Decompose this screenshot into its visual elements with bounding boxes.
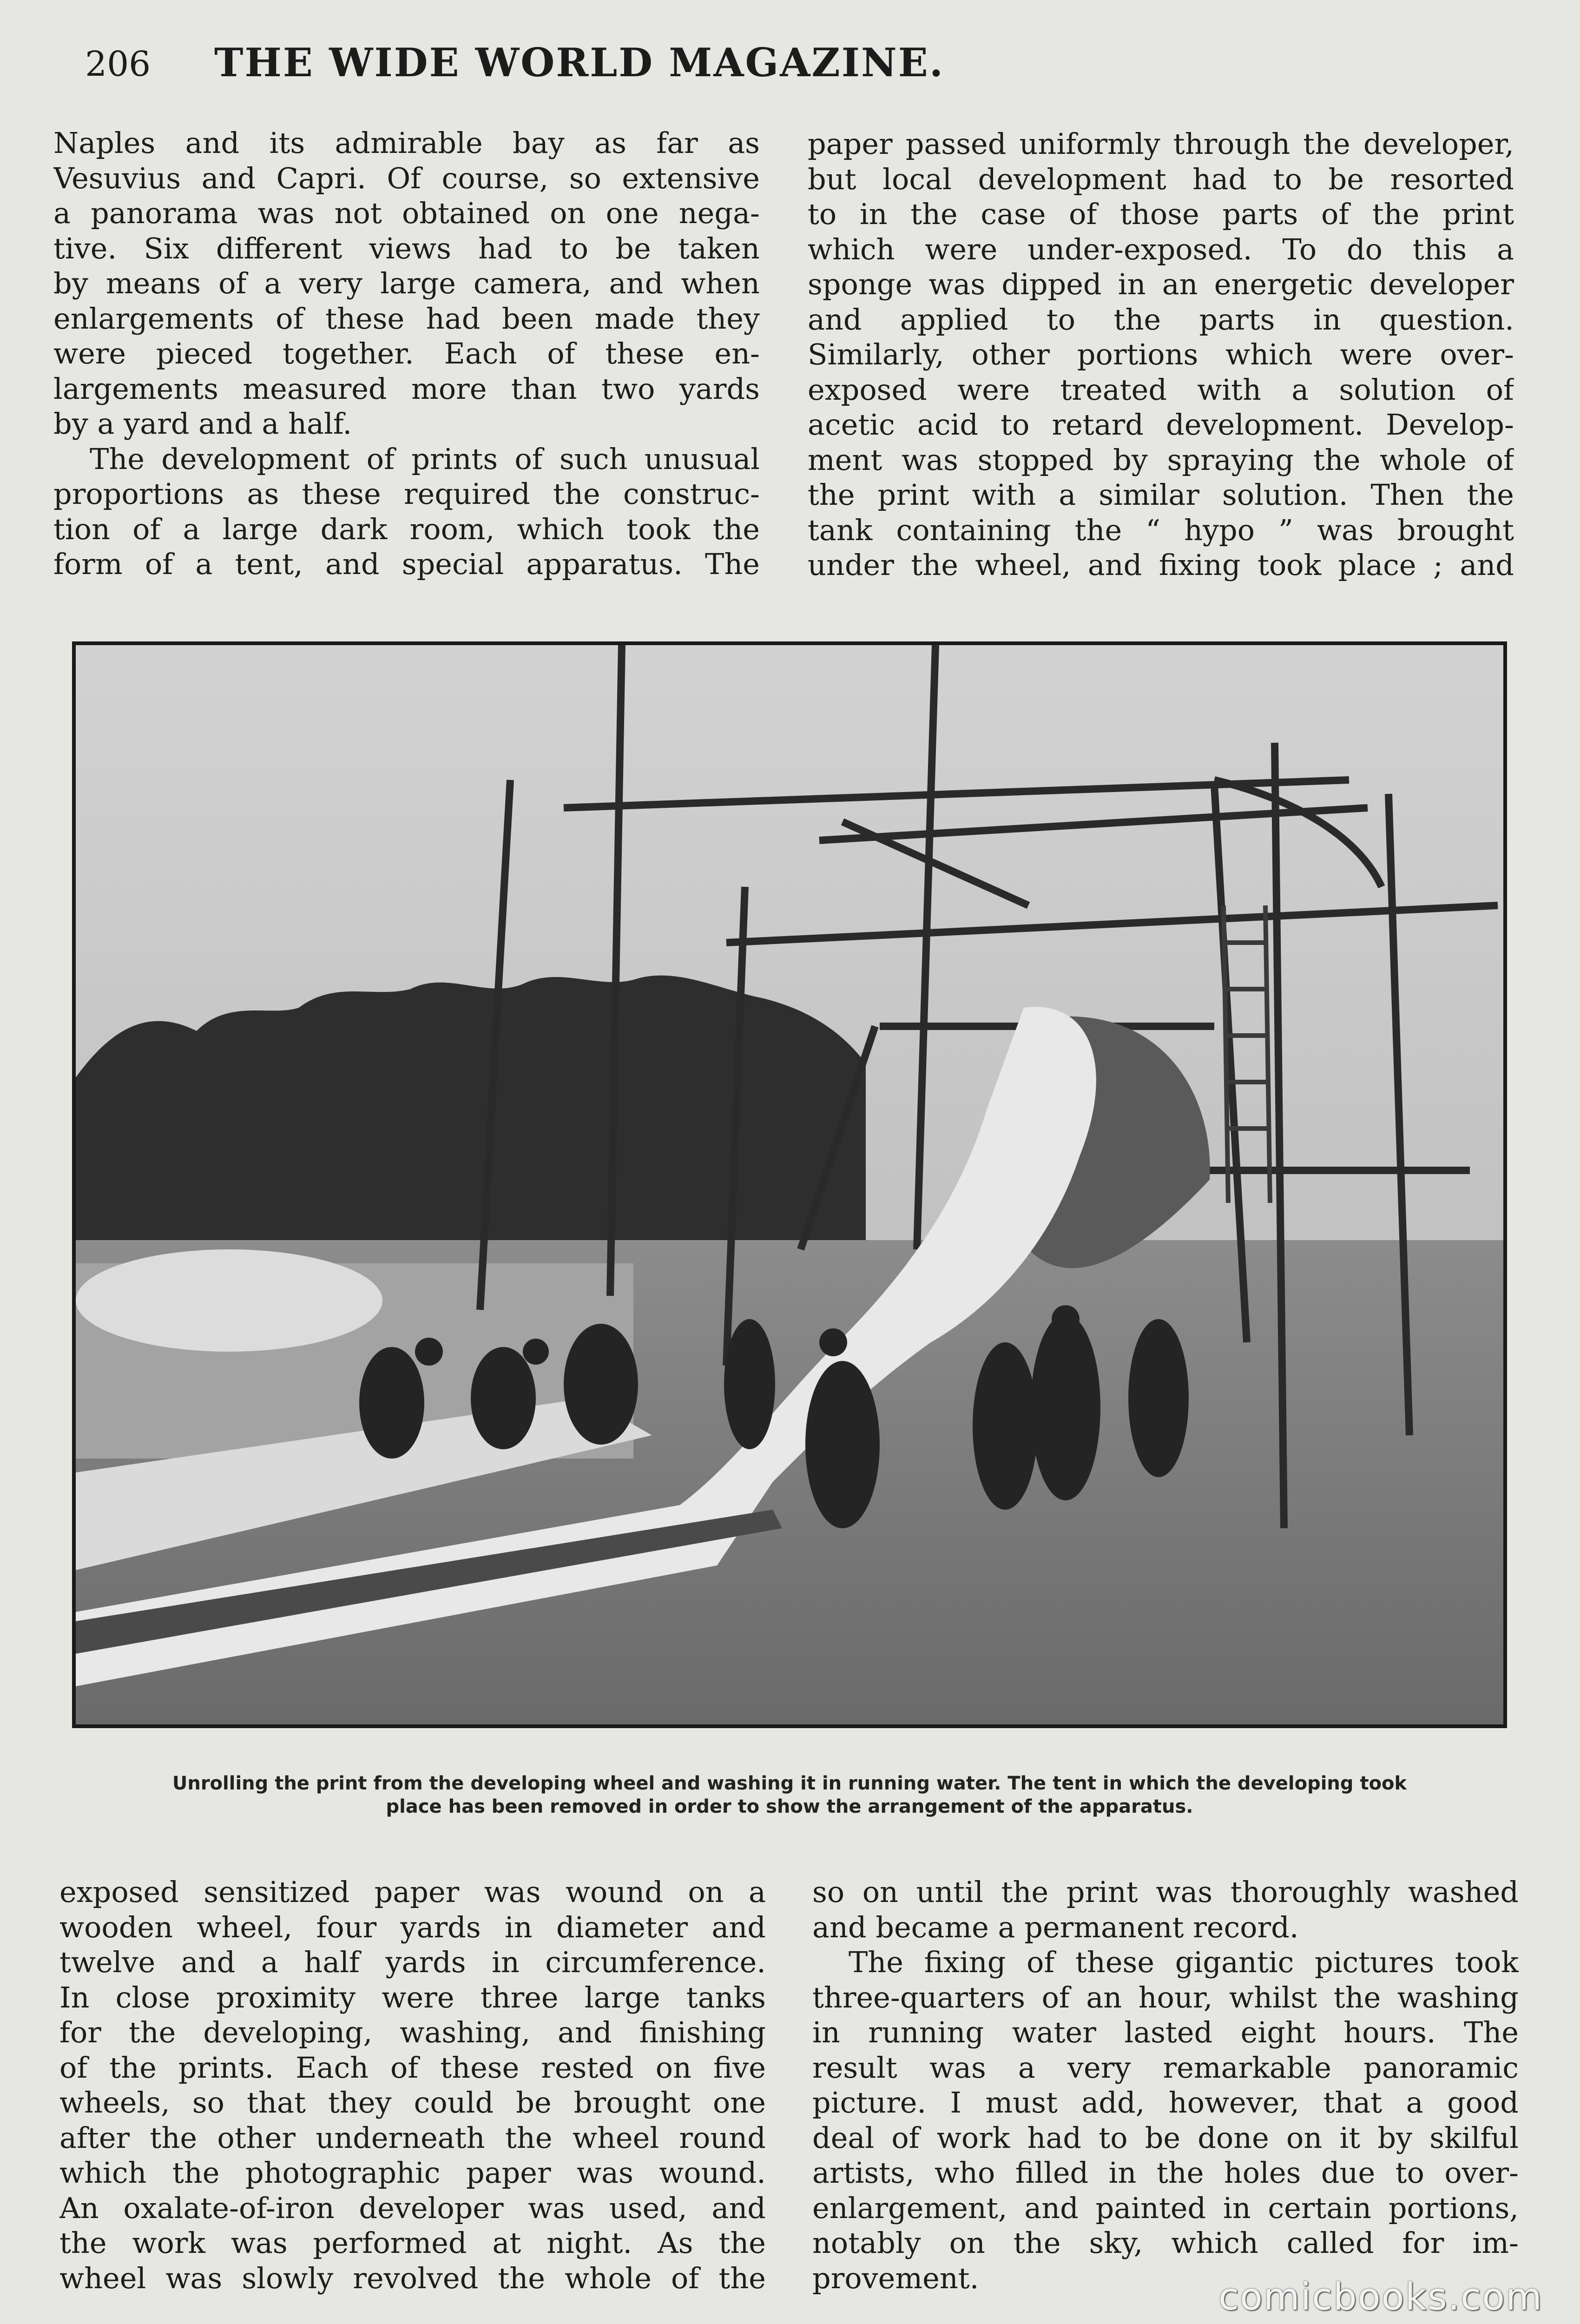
photograph-developing-apparatus [72,641,1507,1728]
text-line: acetic acid to retard development. Develop- [808,408,1514,442]
article-column-top-right [808,126,1514,583]
text-line: three-quarters of an hour, whilst the washing [812,1980,1519,2014]
text-line: wooden wheel, four yards in diameter and [59,1910,766,1944]
page-header [85,40,1526,95]
article-column-bottom-left [59,1875,766,2296]
site-watermark: comicbooks.com [1218,2275,1543,2318]
text-line: exposed sensitized paper was wound on a [59,1875,766,1909]
text-line: tion of a large dark room, which took the [53,512,760,546]
text-line: twelve and a half yards in circumference. [59,1945,766,1979]
text-line: provement. [812,2261,979,2295]
text-line: wheel was slowly revolved the whole of the [59,2261,766,2295]
text-line: tank containing the “ hypo ” was brought [808,513,1514,547]
magazine-title: THE WIDE WORLD MAGAZINE. [214,40,945,86]
text-line: Naples and its admirable bay as far as [53,126,760,160]
text-line: after the other underneath the wheel round [59,2120,766,2155]
text-line: ment was stopped by spraying the whole of [808,442,1514,477]
text-line: a panorama was not obtained on one nega- [53,196,760,230]
text-line: paper passed uniformly through the developer, [808,127,1514,161]
text-line: sponge was dipped in an energetic developer [808,267,1514,301]
text-line: An oxalate-of-iron developer was used, and [59,2191,766,2225]
text-line: Vesuvius and Capri. Of course, so extensive [53,161,760,195]
text-line: enlargements of these had been made they [53,301,760,336]
text-line: tive. Six different views had to be taken [53,231,760,265]
caption-line-1: Unrolling the print from the developing wheel and washing it in running water. The tent in which the developing took [172,1773,1407,1794]
text-line: wheels, so that they could be brought one [59,2086,766,2119]
text-line: by a yard and a half. [53,407,352,441]
text-line: artists, who filled in the holes due to over- [812,2156,1519,2190]
article-column-top-left [53,125,760,582]
text-line: to in the case of those parts of the print [808,197,1514,231]
text-line: and became a permanent record. [812,1910,1299,1944]
text-line: largements measured more than two yards [53,371,760,406]
text-line: picture. I must add, however, that a good [812,2086,1519,2119]
text-line: the work was performed at night. As the [59,2226,766,2260]
text-line: form of a tent, and special apparatus. The [53,547,760,581]
text-line: proportions as these required the construc- [53,477,760,511]
text-line: deal of work had to be done on it by skilful [812,2120,1519,2155]
text-line: for the developing, washing, and finishing [59,2015,766,2049]
text-line: of the prints. Each of these rested on five [59,2050,766,2085]
text-line: but local development had to be resorted [808,162,1514,196]
text-line: which were under-exposed. To do this a [808,232,1514,266]
caption-line-2: place has been removed in order to show the arrangement of the apparatus. [386,1796,1193,1817]
text-line: In close proximity were three large tanks [59,1980,766,2014]
text-line: The development of prints of such unusual [90,442,760,476]
figure-caption [72,1772,1507,1818]
text-line: so on until the print was thoroughly washed [812,1875,1519,1909]
text-line: Similarly, other portions which were over- [808,337,1514,371]
page-number: 206 [85,44,151,84]
text-line: under the wheel, and fixing took place ; and [808,548,1514,582]
text-line: the print with a similar solution. Then the [808,478,1514,512]
text-line: and applied to the parts in question. [808,302,1514,337]
text-line: The fixing of these gigantic pictures took [849,1945,1519,1979]
text-line: exposed were treated with a solution of [808,372,1514,407]
text-line: enlargement, and painted in certain portions, [812,2191,1519,2225]
text-line: by means of a very large camera, and when [53,266,760,300]
text-line: result was a very remarkable panoramic [812,2050,1519,2085]
text-line: in running water lasted eight hours. The [812,2015,1519,2049]
text-line: notably on the sky, which called for im- [812,2226,1519,2260]
photo-illustration [76,645,1503,1724]
text-line: were pieced together. Each of these en- [53,337,760,370]
text-line: which the photographic paper was wound. [59,2156,766,2190]
article-column-bottom-right [812,1875,1519,2296]
